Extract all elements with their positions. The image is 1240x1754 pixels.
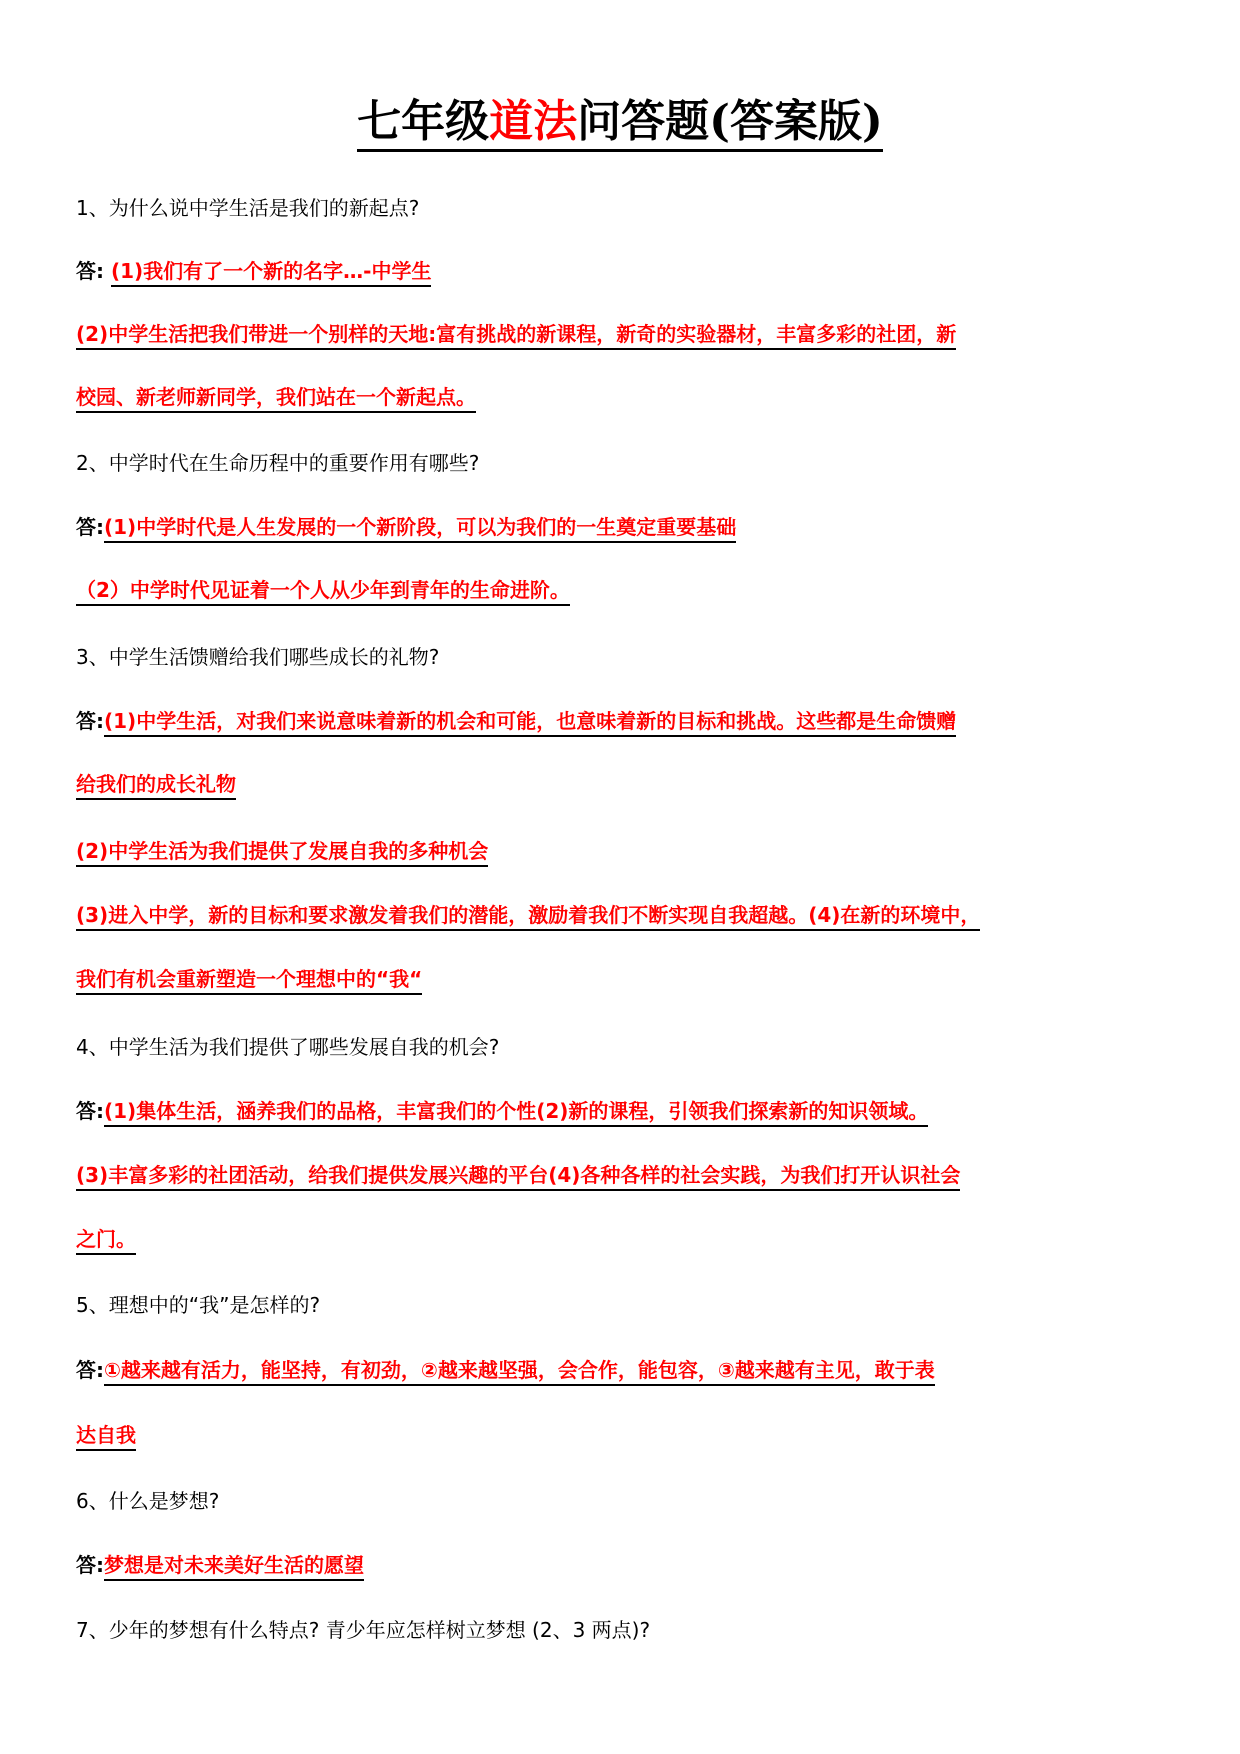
answer-4-line-3 bbox=[76, 1222, 1171, 1256]
answer-4-text-1: (1)集体生活，涵养我们的品格，丰富我们的个性(2)新的课程，引领我们探索新的知识领域。 bbox=[104, 1099, 928, 1127]
answer-1-line-3 bbox=[76, 380, 1171, 414]
answer-1-text-3: 校园、新老师新同学，我们站在一个新起点。 bbox=[76, 385, 476, 413]
answer-3-text-4: (3)进入中学，新的目标和要求激发着我们的潜能，激励着我们不断实现自我超越。(4)在新的环境中， bbox=[76, 903, 980, 931]
answer-3-text-5: 我们有机会重新塑造一个理想中的“我“ bbox=[76, 967, 422, 995]
answer-5-text-2: 达自我 bbox=[76, 1423, 136, 1451]
answer-6-line-1 bbox=[76, 1548, 1171, 1582]
answer-2-line-1 bbox=[76, 510, 1171, 544]
answer-prefix: 答: bbox=[76, 515, 104, 539]
answer-prefix: 答: bbox=[76, 709, 104, 733]
answer-1-text-2: (2)中学生活把我们带进一个别样的天地:富有挑战的新课程，新奇的实验器材，丰富多彩的社团，新 bbox=[76, 322, 956, 350]
answer-5-line-2 bbox=[76, 1418, 1171, 1452]
answer-prefix: 答: bbox=[76, 259, 104, 283]
answer-2-line-2 bbox=[76, 573, 1171, 607]
answer-5-line-1 bbox=[76, 1353, 1171, 1387]
answer-3-line-3 bbox=[76, 834, 1171, 868]
question-1: 1、为什么说中学生活是我们的新起点? bbox=[76, 196, 420, 220]
title-highlight: 道法 bbox=[489, 96, 578, 147]
answer-2-text-2: （2）中学时代见证着一个人从少年到青年的生命进阶。 bbox=[76, 578, 570, 606]
answer-3-line-2 bbox=[76, 767, 1171, 801]
title-underline bbox=[357, 96, 883, 152]
question-2: 2、中学时代在生命历程中的重要作用有哪些? bbox=[76, 451, 480, 475]
answer-prefix: 答: bbox=[76, 1099, 104, 1123]
question-4: 4、中学生活为我们提供了哪些发展自我的机会? bbox=[76, 1035, 500, 1059]
question-6: 6、什么是梦想? bbox=[76, 1489, 220, 1513]
answer-4-text-2: (3)丰富多彩的社团活动，给我们提供发展兴趣的平台(4)各种各样的社会实践，为我们打开认识社会 bbox=[76, 1163, 960, 1191]
title-part-1: 七年级 bbox=[357, 96, 490, 147]
answer-5-text-1: ①越来越有活力，能坚持，有初劲，②越来越坚强，会合作，能包容，③越来越有主见，敢于表 bbox=[104, 1358, 935, 1386]
answer-prefix: 答: bbox=[76, 1358, 104, 1382]
answer-1-line-2 bbox=[76, 317, 1171, 351]
answer-6-text-1: 梦想是对未来美好生活的愿望 bbox=[104, 1553, 364, 1581]
title-part-3: 问答题(答案版) bbox=[577, 96, 883, 147]
answer-3-line-1 bbox=[76, 704, 1171, 738]
answer-3-text-3: (2)中学生活为我们提供了发展自我的多种机会 bbox=[76, 839, 488, 867]
answer-1-line-1 bbox=[76, 254, 1171, 288]
answer-3-text-1: (1)中学生活，对我们来说意味着新的机会和可能，也意味着新的目标和挑战。这些都是生命馈赠 bbox=[104, 709, 956, 737]
question-7: 7、少年的梦想有什么特点? 青少年应怎样树立梦想 (2、3 两点)? bbox=[76, 1618, 651, 1642]
answer-2-text-1: (1)中学时代是人生发展的一个新阶段，可以为我们的一生奠定重要基础 bbox=[104, 515, 736, 543]
question-3: 3、中学生活馈赠给我们哪些成长的礼物? bbox=[76, 645, 440, 669]
answer-4-line-1 bbox=[76, 1094, 1171, 1128]
answer-3-text-2: 给我们的成长礼物 bbox=[76, 772, 236, 800]
page-title bbox=[0, 92, 1240, 152]
answer-4-line-2 bbox=[76, 1158, 1171, 1192]
answer-4-text-3: 之门。 bbox=[76, 1227, 136, 1255]
answer-3-line-5 bbox=[76, 962, 1171, 996]
answer-3-line-4 bbox=[76, 898, 1171, 932]
answer-1-text-1: (1)我们有了一个新的名字…-中学生 bbox=[111, 259, 432, 287]
answer-prefix: 答: bbox=[76, 1553, 104, 1577]
question-5: 5、理想中的“我”是怎样的? bbox=[76, 1293, 321, 1317]
